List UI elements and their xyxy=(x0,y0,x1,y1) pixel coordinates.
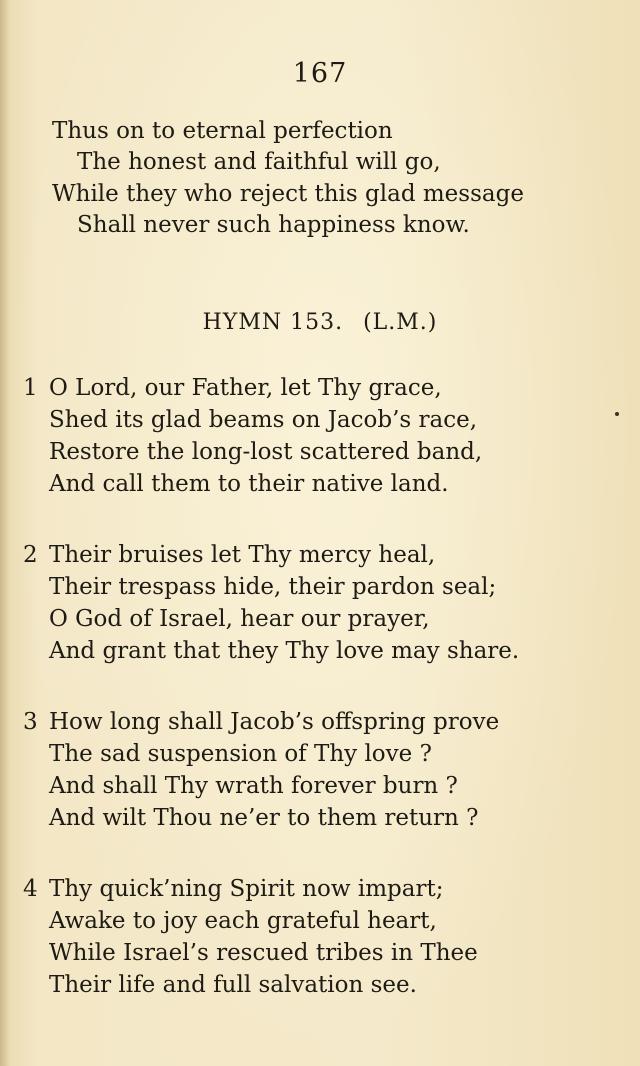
verse-line: And grant that they Thy love may share. xyxy=(49,638,520,664)
paper-speck xyxy=(615,412,619,416)
verse-line: Their bruises let Thy mercy heal, xyxy=(49,542,436,568)
verse-number: 4 xyxy=(23,876,38,902)
stanza-line: Shall never such happiness know. xyxy=(77,212,470,238)
verse-line: And call them to their native land. xyxy=(49,471,449,497)
verse-number: 3 xyxy=(23,709,38,735)
verse-line: Restore the long-lost scattered band, xyxy=(49,439,483,465)
verse-line: And wilt Thou ne’er to them return ? xyxy=(49,805,479,831)
verse-line: The sad suspension of Thy love ? xyxy=(49,741,432,767)
verse-line: And shall Thy wrath forever burn ? xyxy=(49,773,458,799)
stanza-line: While they who reject this glad message xyxy=(52,181,524,207)
verse-line: Thy quick’ning Spirit now impart; xyxy=(49,876,444,902)
verse-line: Shed its glad beams on Jacob’s race, xyxy=(49,407,478,433)
verse-line: While Israel’s rescued tribes in Thee xyxy=(49,940,478,966)
stanza-line: Thus on to eternal perfection xyxy=(52,118,393,144)
verse-line: Their life and full salvation see. xyxy=(49,972,417,998)
hymn-meter: (L.M.) xyxy=(363,310,438,335)
verse-number: 2 xyxy=(23,542,38,568)
verse-line: Awake to joy each grateful heart, xyxy=(49,908,437,934)
verse-line: Their trespass hide, their pardon seal; xyxy=(49,574,497,600)
page-edge-shadow xyxy=(0,0,10,1066)
hymn-heading xyxy=(0,310,640,335)
page-number: 167 xyxy=(292,58,348,89)
hymn-title: HYMN 153. xyxy=(202,310,344,335)
verse-line: O God of Israel, hear our prayer, xyxy=(49,606,430,632)
verse-line: O Lord, our Father, let Thy grace, xyxy=(49,375,442,401)
verse-number: 1 xyxy=(23,375,38,401)
verse-line: How long shall Jacob’s offspring prove xyxy=(49,709,500,735)
stanza-line: The honest and faithful will go, xyxy=(77,149,441,175)
